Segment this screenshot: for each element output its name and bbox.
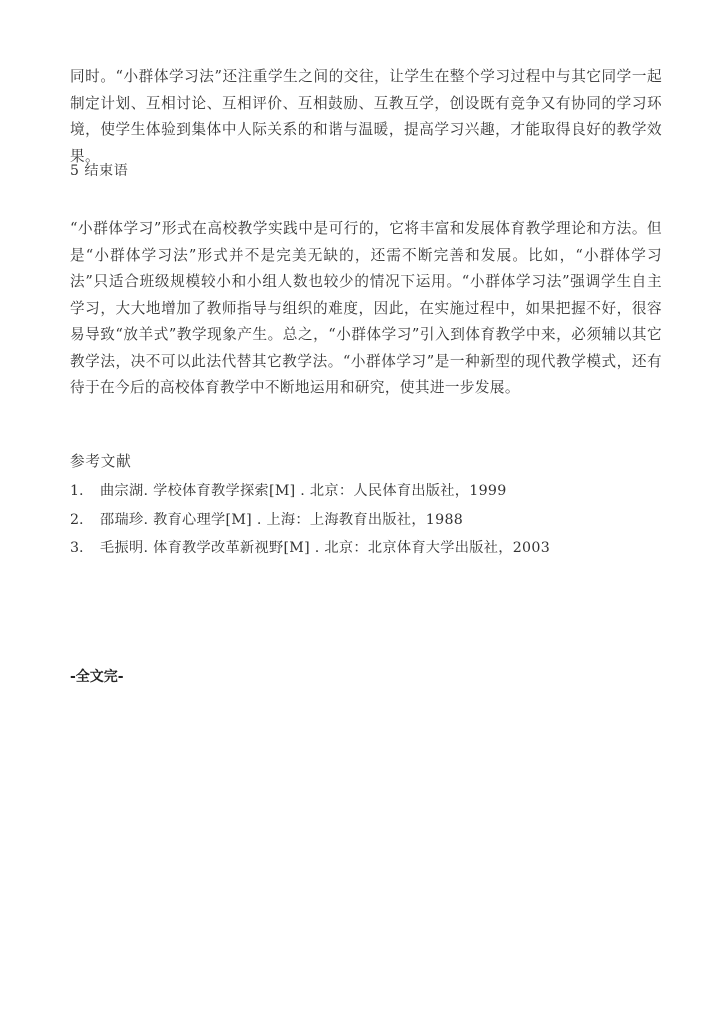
reference-item: [70, 477, 550, 506]
end-of-document-mark: -全文完-: [70, 669, 124, 685]
reference-item: [70, 534, 550, 563]
reference-text: 邵瑞珍. 教育心理学[M] . 上海：上海教育出版社，1988: [100, 511, 464, 528]
reference-text: 曲宗湖. 学校体育教学探索[M] . 北京：人民体育出版社，1999: [100, 483, 507, 499]
section-heading-conclusion: 5 结束语: [70, 163, 129, 179]
reference-text: 毛振明. 体育教学改革新视野[M] . 北京：北京体育大学出版社，2003: [100, 540, 551, 557]
reference-number: 1.: [70, 483, 84, 499]
reference-number: 2.: [70, 511, 84, 528]
references-title: 参考文献: [70, 453, 132, 470]
reference-number: 3.: [70, 540, 84, 557]
reference-item: [70, 506, 550, 535]
conclusion-paragraph: “小群体学习”形式在高校教学实践中是可行的，它将丰富和发展体育教学理论和方法。但是“小群体学习法”形式并不是完美无缺的，还需不断完善和发展。比如，“小群体学习法”只适合班级规模较小和小组人数也较少的情况下运用。“小群体学习法”强调学生自主学习，大大地增加了教师指导与组织的难度，因此，在实施过程中，如果把握不好，很容易导致“放羊式”教学现象产生。总之，“小群体学习”引入到体育教学中来，必须辅以其它教学法，决不可以此法代替其它教学法。“小群体学习”是一种新型的现代教学模式，还有待于在今后的高校体育教学中不断地运用和研究，使其进一步发展。: [70, 220, 662, 396]
references-list: [70, 477, 550, 563]
body-paragraph-continuation: 同时。“小群体学习法”还注重学生之间的交往，让学生在整个学习过程中与其它同学一起制定计划、互相讨论、互相评价、互相鼓励、互教互学，创设既有竞争又有协同的学习环境，使学生体验到集体中人际关系的和谐与温暖，提高学习兴趣，才能取得良好的教学效果。: [70, 68, 662, 165]
